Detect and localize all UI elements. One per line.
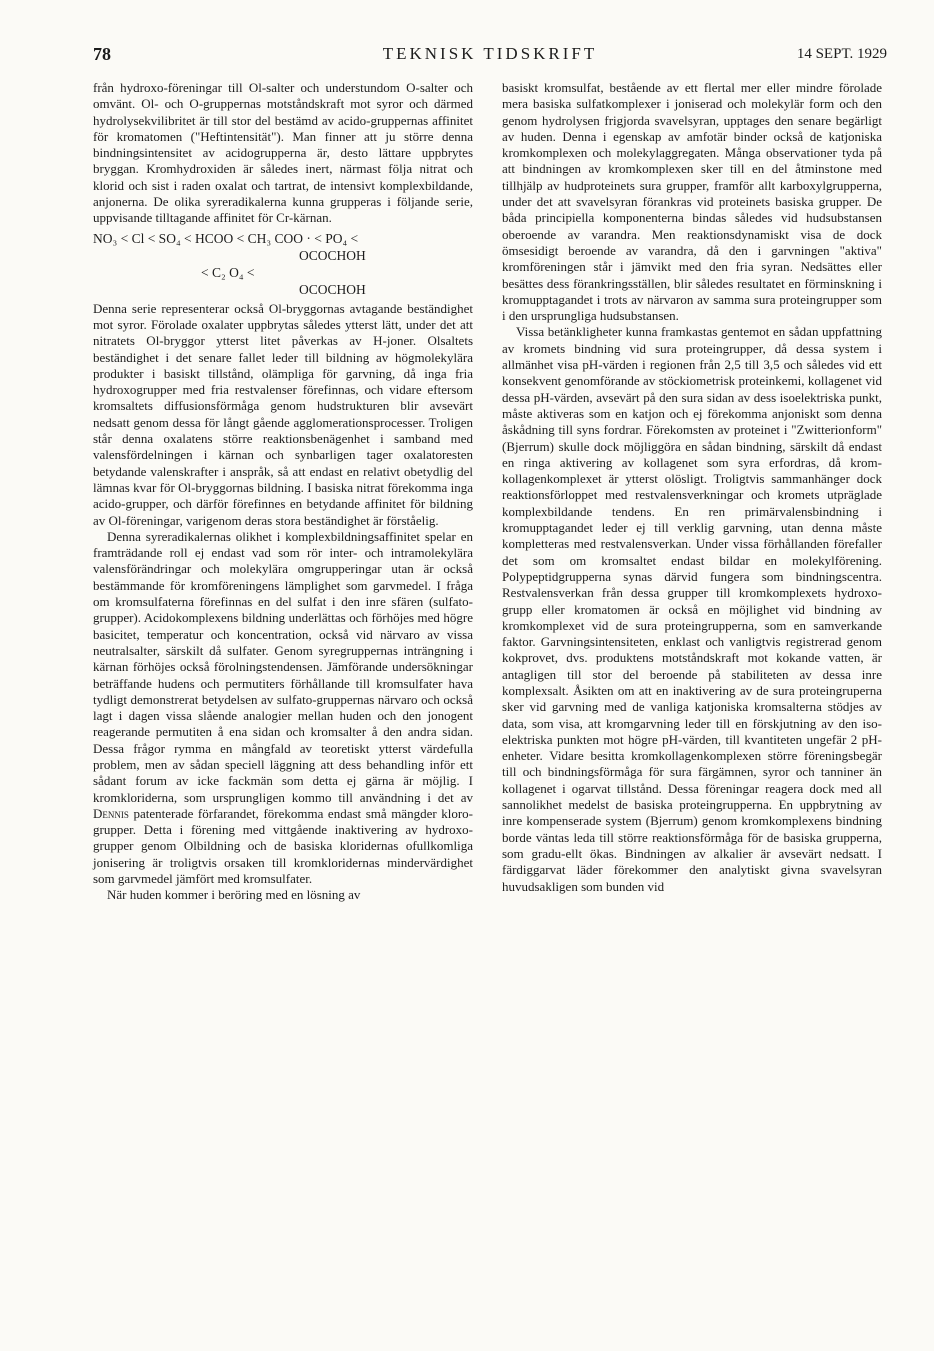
chemical-series-formula	[93, 230, 473, 298]
formula-line: OCOCHOH	[299, 281, 366, 297]
formula-line: NO₃ < Cl < SO₄ < HCOO < CH₃ COO · < PO₄ <	[93, 230, 359, 246]
left-column	[93, 80, 473, 904]
paragraph: Denna serie representerar också Ol-bryggornas avtagande beständighet mot syror. Förolade oxalater uppbrytas således ytterst lätt, under det att nitratets Ol-bryggor ytterst litet påverkas av H-joner. Olsaltets beständighet i det senare fallet leder till bildning av högmolekylära produkter i basiskt tillstånd, olämpliga för garvning, då inga fria hydroxogrupper med fria restvalenser förefinnas, och vidare eftersom kromsaltets diffusionsförmåga genom hudstrukturen blir avsevärt nedsatt genom dessa för långt gående agglomerationsprocesser. Troligen står denna oxalatens större reaktionsbenägenhet i samband med valensfördelningen i kärnan och synbarligen tager oxalatoresten betydande valenskrafter i anspråk, så att endast en relativt obetydlig del lämnas kvar för Ol-bryggornas bildning. I basiska nitrat förekomma inga acido-grupper, och därför förefinnes en betydande affinitet för bildning av Ol-föreningar, varigenom deras stora beständighet är förståelig.	[93, 300, 473, 528]
right-column	[502, 80, 882, 895]
paragraph-text: Denna syreradikalernas olikhet i komplexbildningsaffinitet spelar en framträdande roll ej endast vad som rör inter- och intramolekylära valensförändringar och molekylära omgrupperingar utan är också bestämmande för kromföreningens lämplighet som garvmedel. I fråga om kromsulfaterna förefinnas en del sulfat i den inre sfären (sulfato-grupper). Acidokomplexens bildning underlättas och förhöjes med högre basicitet, temperatur och koncentration, också vid närvaro av vissa neutralsalter, särskilt då sulfater. Genom syregruppernas inträngning i kärnan förhöjes också förolningstendensen. Jämförande undersökningar beträffande hudens och permutiters förhållande till kromsulfater hava tydligt demonstrerat betydelsen av sulfato-gruppernas närvaro och också lagt i dagen vissa slående analogier mellan huden och den jonogent reagerande permutiten å ena sidan och kromsalter å den andra sidan. Dessa frågor rymma en mångfald av teoretiskt ytterst värdefulla problem, men av sådan speciell läggning att dess behandling inför ett sådant forum av icke fackmän som detta ej gärna är möjlig. I kromkloriderna, som ursprungligen kommo till användning i det av	[93, 528, 473, 805]
formula-line: < C₂ O₄ <	[201, 264, 255, 280]
page-header	[93, 44, 887, 68]
formula-line: OCOCHOH	[299, 247, 366, 263]
paragraph	[93, 529, 473, 888]
paragraph-text: patenterade förfarandet, förekomma endast små mängder kloro-grupper. Detta i förening med vittgående inaktivering av hydroxo-grupper genom Olbildning och de basiska kloridernas ofullkomliga jonisering är troligtvis orsaken till kromkloridernas mindervärdighet som garvmedel jämfört med kromsulfater.	[93, 805, 474, 887]
paragraph: från hydroxo-föreningar till Ol-salter och understundom O-salter och omvänt. Ol- och O-gruppernas motståndskraft mot syror och därmed hydrolysekvilibritet är till stor del bestämd av acido-gruppernas affinitet för kromatomen ("Heftintensität"). Man finner att ju större denna bindningsintensitet av acidogrupperna är, desto lättare uppbrytes bryggan. Kromhydroxiden är således inert, närmast följa nitrat och klorid och sist i raden oxalat och tartrat, de intensivt komplexbildande, anjonerna. De olika syreradikalerna kunna grupperas i följande serie, uppvisande tilltagande affinitet för Cr-kärnan.	[93, 80, 473, 226]
issue-date: 14 SEPT. 1929	[796, 46, 887, 62]
paragraph: basiskt kromsulfat, bestående av ett flertal mer eller mindre förolade mera basiska sulfatkomplexer i joniserad och molekylär form och den genom hydrolysen frigjorda svavelsyran, upptages den senare begärligt av huden. Denna i egenskap av amfotär binder också de katjoniska kromkomplexen och molekylaggregaten. Många observationer tyda på att bindningen av kromkomplexen sker till en del åtminstone med tillhjälp av hudproteinets sura grupper, framför allt karboxylgrupperna, under det att svavelsyran förankras vid proteinets basiska grupper. De båda principiella komponenterna bindas således vid hudsubstansen oberoende av varandra. Men reaktionsdynamiskt visa de dock ömsesidigt beroende av varandra, då den i garvningen "aktiva" kromföreningen står i jämvikt med den fria syran. Nedsättes eller besättes dess förankringsställen, blir således resultatet en förminskning i kromupptagandet i trots av närvaron av samma sura proteingrupper som i den ursprungliga hudsubstansen.	[502, 80, 882, 324]
journal-title: TEKNISK TIDSKRIFT	[382, 44, 598, 63]
paragraph: När huden kommer i beröring med en lösning av	[107, 887, 361, 903]
author-name: Dennis	[93, 805, 129, 821]
paragraph: Vissa betänkligheter kunna framkastas gentemot en sådan uppfattning av kromets bindning vid sura proteingrupper, då dessa system i allmänhet visa pH-värden i regionen från 2,5 till 3,5 och således vid ett konsekvent genomförande av stöckiometrisk proteinkemi, kollagenet vid dessa pH-värden, avsevärt på den sura sidan av dess isoelektriska punkt, måste aktiveras som en katjon och ej förekomma anjoniskt som denna åskådning till syns fordrar. Förekomsten av proteinet i "Zwitterionform" (Bjerrum) skulle dock möjliggöra en sådan bindning, särskilt då endast en ringa aktivering av kollagenet som syra erfordras, då krom-kollagenkomplexet är ytterst olösligt. Troligtvis sammanhänger dock reaktionsförloppet med restvalensverkningar och kromets utpräglade komplexbildande tendens. En ren primärvalensbindning i kromupptagandet leder ej till verklig garvning, utan denna måste kompletteras med restvalensverkan. Under vissa förhållanden förefaller det som om kromsaltet endast bildar en molekylförening. Polypeptidgrupperna synas därvid fungera som bindningscentra. Restvalensverkan från dessa grupper till kromkomplexets hydroxo-grupp eller kromatomen är också en möjlighet vid bindning av kromkomplexet vid de sura proteingrupperna, som en samverkande faktor. Garvningsintensiteten, enklast och vanligtvis registrerad genom kokprovet, dvs. produktens motståndskraft mot kokande vatten, är antagligen till stor del beroende på stabiliteten av dessa inre komplexsalt. Åsikten om att en inaktivering av de sura proteingruperna sker vid garvning med de vanliga katjoniska kromsalterna stödjes av data, som visa, att kromgarvning leder till en förskjutning av den iso-elektriska punkten mot högre pH-värden, till kvantiteten ungefär 2 pH-enheter. Vidare besitta kromkollagenkomplexen större föreningsbegär till och bindningsförmåga för sura färgämnen, syror och tanniner än kollagenet i ogarvat tillstånd. Dessa föreningar reagera dock med all sannolikhet medelst de basiska proteingrupperna. En uppbrytning av inre kompenserade system (Bjerrum) genom kromkomplexens bindning borde väntas leda till större reaktionsförmåga för de basiska grupperna, som gradu-ellt ökas. Bindningen av alkalier är avsevärt nedsatt. I färdiggarvat läder förekommer den analytiskt givna svavelsyran huvudsakligen som bunden vid	[502, 324, 882, 894]
page-number: 78	[93, 44, 111, 64]
